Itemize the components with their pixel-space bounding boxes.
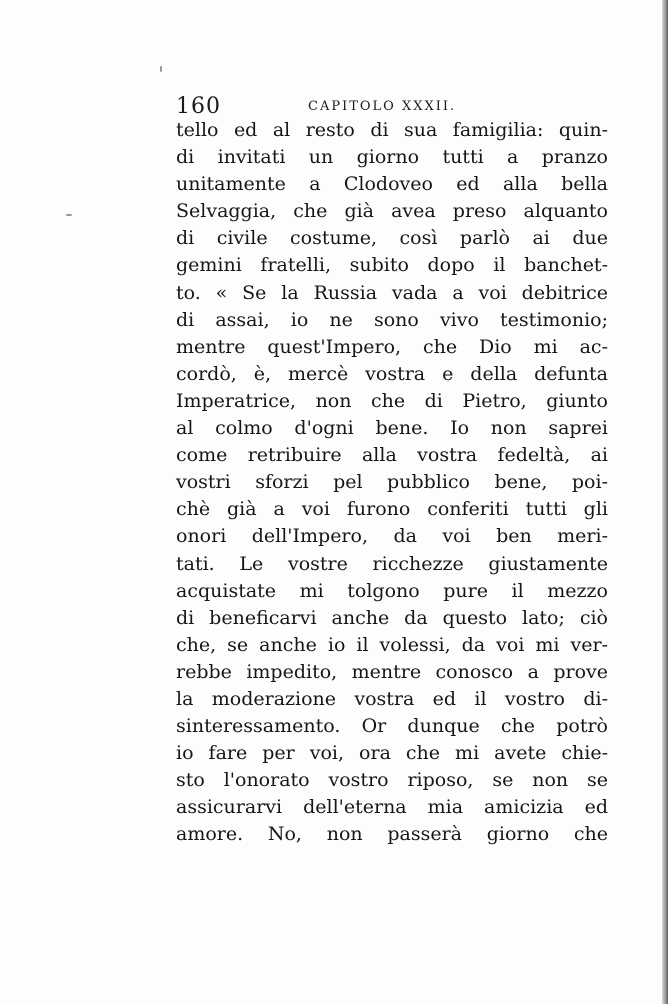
text-line: unitamente a Clodoveo ed alla bella xyxy=(176,173,608,196)
paper-speck xyxy=(160,66,162,72)
text-line: amore. No, non passerà giorno che xyxy=(176,823,608,846)
text-line: tello ed al resto di sua famigilia: quin- xyxy=(176,119,608,141)
text-line: la moderazione vostra ed il vostro di- xyxy=(176,687,608,710)
text-line: cordò, è, mercè vostra e della defunta xyxy=(176,362,608,385)
text-line: che, se anche io il volessi, da voi mi ver- xyxy=(176,633,608,656)
text-line: chè già a voi furono conferiti tutti gli xyxy=(176,498,608,521)
paper-speck xyxy=(66,214,72,216)
text-line: sinteressamento. Or dunque che potrò xyxy=(176,715,608,738)
text-line: gemini fratelli, subito dopo il banchet- xyxy=(176,254,608,277)
text-line: to. « Se la Russia vada a voi debitrice xyxy=(176,281,608,304)
text-line: sto l'onorato vostro riposo, se non se xyxy=(176,769,608,792)
running-head: CAPITOLO XXXII. xyxy=(308,99,457,114)
text-line: di invitati un giorno tutti a pranzo xyxy=(176,146,608,169)
text-line: rebbe impedito, mentre conosco a prove xyxy=(176,660,608,683)
text-line: vostri sforzi pel pubblico bene, poi- xyxy=(176,471,608,494)
page-number: 160 xyxy=(176,94,221,119)
text-line: onori dell'Impero, da voi ben meri- xyxy=(176,525,608,548)
page-edge-shadow xyxy=(662,0,668,1004)
text-line: tati. Le vostre ricchezze giustamente xyxy=(176,552,608,575)
text-line: di beneficarvi anche da questo lato; ciò xyxy=(176,606,608,629)
page-header xyxy=(176,94,606,118)
text-line: come retribuire alla vostra fedeltà, ai xyxy=(176,444,608,467)
text-line: mentre quest'Impero, che Dio mi ac- xyxy=(176,335,608,358)
body-text xyxy=(176,117,608,849)
text-line: Imperatrice, non che di Pietro, giunto xyxy=(176,389,608,412)
text-line: io fare per voi, ora che mi avete chie- xyxy=(176,742,608,765)
text-line: assicurarvi dell'eterna mia amicizia ed xyxy=(176,796,608,819)
text-line: acquistate mi tolgono pure il mezzo xyxy=(176,579,608,602)
text-line: al colmo d'ogni bene. Io non saprei xyxy=(176,417,608,440)
text-line: di assai, io ne sono vivo testimonio; xyxy=(176,308,608,331)
text-line: di civile costume, così parlò ai due xyxy=(176,227,608,250)
text-line: Selvaggia, che già avea preso alquanto xyxy=(176,200,608,223)
